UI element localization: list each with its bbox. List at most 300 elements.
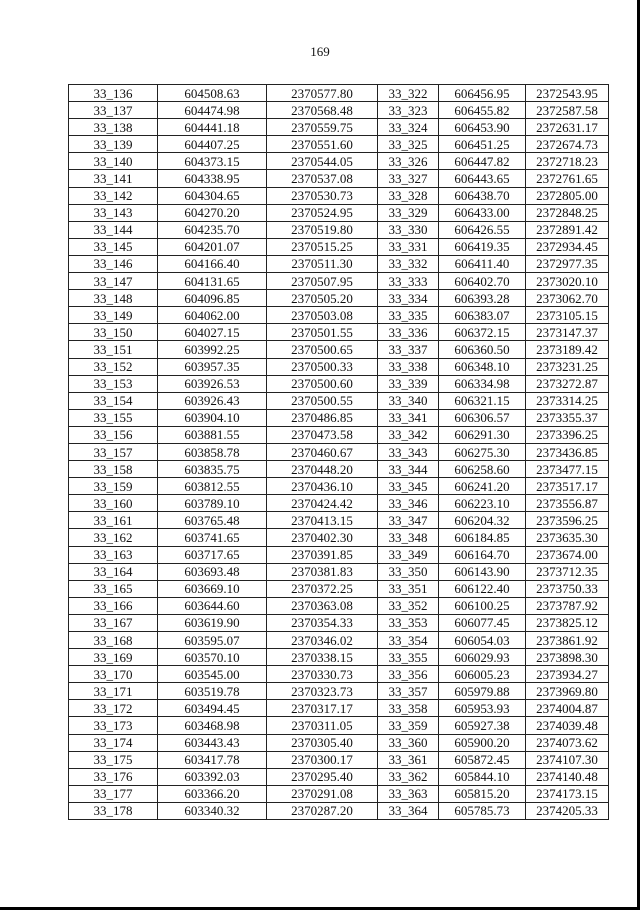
y-coordinate-left-cell: 2370515.25 xyxy=(267,238,378,255)
x-coordinate-left-cell: 603366.20 xyxy=(158,785,267,802)
point-id-right-cell: 33_344 xyxy=(378,461,439,478)
y-coordinate-left-cell: 2370448.20 xyxy=(267,461,378,478)
x-coordinate-right-cell: 606411.40 xyxy=(439,255,526,272)
point-id-right-cell: 33_323 xyxy=(378,102,439,119)
x-coordinate-left-cell: 603644.60 xyxy=(158,597,267,614)
table-row xyxy=(69,392,609,409)
point-id-right-cell: 33_333 xyxy=(378,273,439,290)
table-row xyxy=(69,683,609,700)
y-coordinate-left-cell: 2370330.73 xyxy=(267,666,378,683)
x-coordinate-left-cell: 603992.25 xyxy=(158,341,267,358)
table-row xyxy=(69,666,609,683)
y-coordinate-left-cell: 2370317.17 xyxy=(267,700,378,717)
x-coordinate-left-cell: 603835.75 xyxy=(158,461,267,478)
table-row xyxy=(69,187,609,204)
table-row xyxy=(69,717,609,734)
x-coordinate-right-cell: 606419.35 xyxy=(439,238,526,255)
y-coordinate-right-cell: 2373272.87 xyxy=(526,375,609,392)
y-coordinate-right-cell: 2373712.35 xyxy=(526,563,609,580)
x-coordinate-left-cell: 603717.65 xyxy=(158,546,267,563)
x-coordinate-left-cell: 603765.48 xyxy=(158,512,267,529)
y-coordinate-right-cell: 2374205.33 xyxy=(526,802,609,819)
y-coordinate-left-cell: 2370544.05 xyxy=(267,153,378,170)
x-coordinate-left-cell: 603595.07 xyxy=(158,632,267,649)
y-coordinate-right-cell: 2372977.35 xyxy=(526,255,609,272)
table-row xyxy=(69,153,609,170)
table-row xyxy=(69,802,609,819)
x-coordinate-right-cell: 606223.10 xyxy=(439,495,526,512)
x-coordinate-right-cell: 605872.45 xyxy=(439,751,526,768)
y-coordinate-right-cell: 2373355.37 xyxy=(526,409,609,426)
y-coordinate-left-cell: 2370300.17 xyxy=(267,751,378,768)
y-coordinate-right-cell: 2372848.25 xyxy=(526,204,609,221)
x-coordinate-left-cell: 603570.10 xyxy=(158,649,267,666)
y-coordinate-right-cell: 2373189.42 xyxy=(526,341,609,358)
table-row xyxy=(69,512,609,529)
point-id-left-cell: 33_150 xyxy=(69,324,158,341)
point-id-left-cell: 33_141 xyxy=(69,170,158,187)
y-coordinate-left-cell: 2370568.48 xyxy=(267,102,378,119)
table-row xyxy=(69,495,609,512)
point-id-left-cell: 33_162 xyxy=(69,529,158,546)
y-coordinate-left-cell: 2370402.30 xyxy=(267,529,378,546)
point-id-left-cell: 33_145 xyxy=(69,238,158,255)
point-id-right-cell: 33_326 xyxy=(378,153,439,170)
y-coordinate-left-cell: 2370295.40 xyxy=(267,768,378,785)
table-row xyxy=(69,563,609,580)
point-id-left-cell: 33_155 xyxy=(69,409,158,426)
y-coordinate-left-cell: 2370436.10 xyxy=(267,478,378,495)
point-id-left-cell: 33_139 xyxy=(69,136,158,153)
x-coordinate-left-cell: 603443.43 xyxy=(158,734,267,751)
point-id-left-cell: 33_138 xyxy=(69,119,158,136)
table-row xyxy=(69,238,609,255)
table-row xyxy=(69,426,609,443)
y-coordinate-left-cell: 2370551.60 xyxy=(267,136,378,153)
y-coordinate-right-cell: 2373787.92 xyxy=(526,597,609,614)
y-coordinate-right-cell: 2372761.65 xyxy=(526,170,609,187)
table-row xyxy=(69,273,609,290)
point-id-left-cell: 33_171 xyxy=(69,683,158,700)
x-coordinate-left-cell: 603619.90 xyxy=(158,614,267,631)
x-coordinate-left-cell: 604062.00 xyxy=(158,307,267,324)
x-coordinate-right-cell: 606360.50 xyxy=(439,341,526,358)
y-coordinate-left-cell: 2370500.60 xyxy=(267,375,378,392)
point-id-right-cell: 33_336 xyxy=(378,324,439,341)
table-row xyxy=(69,375,609,392)
y-coordinate-left-cell: 2370363.08 xyxy=(267,597,378,614)
y-coordinate-right-cell: 2373934.27 xyxy=(526,666,609,683)
point-id-right-cell: 33_322 xyxy=(378,85,439,102)
x-coordinate-right-cell: 606054.03 xyxy=(439,632,526,649)
x-coordinate-left-cell: 603519.78 xyxy=(158,683,267,700)
table-row xyxy=(69,580,609,597)
point-id-left-cell: 33_176 xyxy=(69,768,158,785)
y-coordinate-right-cell: 2373314.25 xyxy=(526,392,609,409)
x-coordinate-left-cell: 604304.65 xyxy=(158,187,267,204)
x-coordinate-left-cell: 603468.98 xyxy=(158,717,267,734)
point-id-left-cell: 33_165 xyxy=(69,580,158,597)
y-coordinate-right-cell: 2372674.73 xyxy=(526,136,609,153)
point-id-right-cell: 33_347 xyxy=(378,512,439,529)
table-row xyxy=(69,768,609,785)
y-coordinate-right-cell: 2372891.42 xyxy=(526,221,609,238)
table-row xyxy=(69,255,609,272)
table-row xyxy=(69,649,609,666)
x-coordinate-right-cell: 606433.00 xyxy=(439,204,526,221)
point-id-left-cell: 33_159 xyxy=(69,478,158,495)
y-coordinate-left-cell: 2370519.80 xyxy=(267,221,378,238)
y-coordinate-left-cell: 2370524.95 xyxy=(267,204,378,221)
table-row xyxy=(69,734,609,751)
point-id-right-cell: 33_359 xyxy=(378,717,439,734)
point-id-right-cell: 33_352 xyxy=(378,597,439,614)
point-id-right-cell: 33_327 xyxy=(378,170,439,187)
point-id-right-cell: 33_340 xyxy=(378,392,439,409)
x-coordinate-right-cell: 606005.23 xyxy=(439,666,526,683)
y-coordinate-right-cell: 2373477.15 xyxy=(526,461,609,478)
y-coordinate-left-cell: 2370530.73 xyxy=(267,187,378,204)
y-coordinate-right-cell: 2372587.58 xyxy=(526,102,609,119)
point-id-left-cell: 33_160 xyxy=(69,495,158,512)
point-id-left-cell: 33_157 xyxy=(69,443,158,460)
point-id-left-cell: 33_156 xyxy=(69,426,158,443)
point-id-left-cell: 33_175 xyxy=(69,751,158,768)
table-row xyxy=(69,307,609,324)
point-id-right-cell: 33_353 xyxy=(378,614,439,631)
x-coordinate-right-cell: 606077.45 xyxy=(439,614,526,631)
point-id-right-cell: 33_329 xyxy=(378,204,439,221)
y-coordinate-right-cell: 2372718.23 xyxy=(526,153,609,170)
point-id-left-cell: 33_137 xyxy=(69,102,158,119)
y-coordinate-left-cell: 2370413.15 xyxy=(267,512,378,529)
y-coordinate-right-cell: 2373861.92 xyxy=(526,632,609,649)
y-coordinate-right-cell: 2373396.25 xyxy=(526,426,609,443)
x-coordinate-right-cell: 606451.25 xyxy=(439,136,526,153)
point-id-right-cell: 33_325 xyxy=(378,136,439,153)
y-coordinate-left-cell: 2370559.75 xyxy=(267,119,378,136)
y-coordinate-left-cell: 2370291.08 xyxy=(267,785,378,802)
y-coordinate-left-cell: 2370381.83 xyxy=(267,563,378,580)
x-coordinate-left-cell: 604338.95 xyxy=(158,170,267,187)
x-coordinate-right-cell: 606241.20 xyxy=(439,478,526,495)
point-id-left-cell: 33_172 xyxy=(69,700,158,717)
point-id-right-cell: 33_345 xyxy=(378,478,439,495)
table-row xyxy=(69,358,609,375)
y-coordinate-left-cell: 2370511.30 xyxy=(267,255,378,272)
x-coordinate-right-cell: 605979.88 xyxy=(439,683,526,700)
table-row xyxy=(69,461,609,478)
x-coordinate-right-cell: 605953.93 xyxy=(439,700,526,717)
y-coordinate-left-cell: 2370311.05 xyxy=(267,717,378,734)
x-coordinate-right-cell: 606100.25 xyxy=(439,597,526,614)
y-coordinate-left-cell: 2370424.42 xyxy=(267,495,378,512)
table-row xyxy=(69,170,609,187)
table-row xyxy=(69,221,609,238)
x-coordinate-right-cell: 606426.55 xyxy=(439,221,526,238)
table-row xyxy=(69,478,609,495)
point-id-left-cell: 33_140 xyxy=(69,153,158,170)
point-id-left-cell: 33_154 xyxy=(69,392,158,409)
y-coordinate-left-cell: 2370500.33 xyxy=(267,358,378,375)
y-coordinate-right-cell: 2373898.30 xyxy=(526,649,609,666)
point-id-left-cell: 33_142 xyxy=(69,187,158,204)
y-coordinate-left-cell: 2370486.85 xyxy=(267,409,378,426)
point-id-left-cell: 33_174 xyxy=(69,734,158,751)
x-coordinate-right-cell: 605844.10 xyxy=(439,768,526,785)
y-coordinate-right-cell: 2374004.87 xyxy=(526,700,609,717)
point-id-right-cell: 33_351 xyxy=(378,580,439,597)
point-id-right-cell: 33_346 xyxy=(378,495,439,512)
point-id-left-cell: 33_163 xyxy=(69,546,158,563)
x-coordinate-right-cell: 606029.93 xyxy=(439,649,526,666)
page-number: 169 xyxy=(310,44,330,59)
point-id-right-cell: 33_341 xyxy=(378,409,439,426)
y-coordinate-right-cell: 2374173.15 xyxy=(526,785,609,802)
y-coordinate-left-cell: 2370323.73 xyxy=(267,683,378,700)
x-coordinate-left-cell: 603789.10 xyxy=(158,495,267,512)
point-id-right-cell: 33_343 xyxy=(378,443,439,460)
table-row xyxy=(69,290,609,307)
x-coordinate-right-cell: 605927.38 xyxy=(439,717,526,734)
x-coordinate-right-cell: 606393.28 xyxy=(439,290,526,307)
y-coordinate-right-cell: 2372631.17 xyxy=(526,119,609,136)
y-coordinate-left-cell: 2370391.85 xyxy=(267,546,378,563)
table-row xyxy=(69,102,609,119)
x-coordinate-left-cell: 603741.65 xyxy=(158,529,267,546)
x-coordinate-left-cell: 604373.15 xyxy=(158,153,267,170)
point-id-left-cell: 33_148 xyxy=(69,290,158,307)
y-coordinate-left-cell: 2370372.25 xyxy=(267,580,378,597)
x-coordinate-right-cell: 605900.20 xyxy=(439,734,526,751)
y-coordinate-right-cell: 2372805.00 xyxy=(526,187,609,204)
coordinates-table xyxy=(68,84,609,820)
x-coordinate-left-cell: 603926.53 xyxy=(158,375,267,392)
x-coordinate-right-cell: 606306.57 xyxy=(439,409,526,426)
point-id-left-cell: 33_153 xyxy=(69,375,158,392)
point-id-right-cell: 33_328 xyxy=(378,187,439,204)
x-coordinate-right-cell: 606258.60 xyxy=(439,461,526,478)
point-id-right-cell: 33_356 xyxy=(378,666,439,683)
y-coordinate-right-cell: 2373674.00 xyxy=(526,546,609,563)
x-coordinate-left-cell: 604474.98 xyxy=(158,102,267,119)
x-coordinate-right-cell: 606443.65 xyxy=(439,170,526,187)
x-coordinate-left-cell: 604027.15 xyxy=(158,324,267,341)
x-coordinate-left-cell: 603881.55 xyxy=(158,426,267,443)
y-coordinate-left-cell: 2370500.65 xyxy=(267,341,378,358)
y-coordinate-right-cell: 2374140.48 xyxy=(526,768,609,785)
table-row xyxy=(69,614,609,631)
x-coordinate-right-cell: 606438.70 xyxy=(439,187,526,204)
point-id-right-cell: 33_335 xyxy=(378,307,439,324)
table-row xyxy=(69,341,609,358)
x-coordinate-right-cell: 606348.10 xyxy=(439,358,526,375)
point-id-right-cell: 33_363 xyxy=(378,785,439,802)
point-id-left-cell: 33_169 xyxy=(69,649,158,666)
y-coordinate-right-cell: 2373556.87 xyxy=(526,495,609,512)
point-id-left-cell: 33_152 xyxy=(69,358,158,375)
x-coordinate-left-cell: 603858.78 xyxy=(158,443,267,460)
point-id-left-cell: 33_164 xyxy=(69,563,158,580)
x-coordinate-right-cell: 606321.15 xyxy=(439,392,526,409)
x-coordinate-left-cell: 603957.35 xyxy=(158,358,267,375)
point-id-right-cell: 33_348 xyxy=(378,529,439,546)
point-id-right-cell: 33_361 xyxy=(378,751,439,768)
point-id-right-cell: 33_337 xyxy=(378,341,439,358)
table-row xyxy=(69,785,609,802)
y-coordinate-right-cell: 2373105.15 xyxy=(526,307,609,324)
x-coordinate-left-cell: 604270.20 xyxy=(158,204,267,221)
table-row xyxy=(69,529,609,546)
y-coordinate-right-cell: 2373020.10 xyxy=(526,273,609,290)
point-id-right-cell: 33_357 xyxy=(378,683,439,700)
point-id-right-cell: 33_324 xyxy=(378,119,439,136)
point-id-left-cell: 33_136 xyxy=(69,85,158,102)
y-coordinate-right-cell: 2373635.30 xyxy=(526,529,609,546)
x-coordinate-right-cell: 606455.82 xyxy=(439,102,526,119)
table-row xyxy=(69,700,609,717)
y-coordinate-left-cell: 2370577.80 xyxy=(267,85,378,102)
y-coordinate-right-cell: 2374107.30 xyxy=(526,751,609,768)
x-coordinate-right-cell: 606334.98 xyxy=(439,375,526,392)
y-coordinate-left-cell: 2370305.40 xyxy=(267,734,378,751)
table-row xyxy=(69,443,609,460)
x-coordinate-left-cell: 603693.48 xyxy=(158,563,267,580)
table-row xyxy=(69,751,609,768)
y-coordinate-right-cell: 2372543.95 xyxy=(526,85,609,102)
table-row xyxy=(69,546,609,563)
x-coordinate-left-cell: 603669.10 xyxy=(158,580,267,597)
point-id-left-cell: 33_161 xyxy=(69,512,158,529)
point-id-left-cell: 33_167 xyxy=(69,614,158,631)
point-id-left-cell: 33_151 xyxy=(69,341,158,358)
x-coordinate-right-cell: 606456.95 xyxy=(439,85,526,102)
point-id-left-cell: 33_158 xyxy=(69,461,158,478)
coordinates-table-body xyxy=(69,85,609,820)
point-id-left-cell: 33_147 xyxy=(69,273,158,290)
point-id-left-cell: 33_144 xyxy=(69,221,158,238)
x-coordinate-left-cell: 603392.03 xyxy=(158,768,267,785)
table-row xyxy=(69,632,609,649)
point-id-left-cell: 33_146 xyxy=(69,255,158,272)
y-coordinate-left-cell: 2370501.55 xyxy=(267,324,378,341)
y-coordinate-right-cell: 2373825.12 xyxy=(526,614,609,631)
x-coordinate-right-cell: 605815.20 xyxy=(439,785,526,802)
point-id-right-cell: 33_334 xyxy=(378,290,439,307)
x-coordinate-right-cell: 606372.15 xyxy=(439,324,526,341)
y-coordinate-left-cell: 2370507.95 xyxy=(267,273,378,290)
point-id-right-cell: 33_362 xyxy=(378,768,439,785)
y-coordinate-left-cell: 2370500.55 xyxy=(267,392,378,409)
y-coordinate-right-cell: 2372934.45 xyxy=(526,238,609,255)
table-row xyxy=(69,204,609,221)
point-id-left-cell: 33_177 xyxy=(69,785,158,802)
x-coordinate-left-cell: 603904.10 xyxy=(158,409,267,426)
y-coordinate-right-cell: 2374073.62 xyxy=(526,734,609,751)
table-row xyxy=(69,119,609,136)
y-coordinate-left-cell: 2370346.02 xyxy=(267,632,378,649)
x-coordinate-left-cell: 604441.18 xyxy=(158,119,267,136)
x-coordinate-left-cell: 603812.55 xyxy=(158,478,267,495)
point-id-left-cell: 33_168 xyxy=(69,632,158,649)
y-coordinate-left-cell: 2370354.33 xyxy=(267,614,378,631)
x-coordinate-left-cell: 604407.25 xyxy=(158,136,267,153)
point-id-right-cell: 33_355 xyxy=(378,649,439,666)
x-coordinate-left-cell: 603417.78 xyxy=(158,751,267,768)
point-id-left-cell: 33_166 xyxy=(69,597,158,614)
y-coordinate-right-cell: 2373750.33 xyxy=(526,580,609,597)
y-coordinate-left-cell: 2370338.15 xyxy=(267,649,378,666)
y-coordinate-right-cell: 2373517.17 xyxy=(526,478,609,495)
table-row xyxy=(69,324,609,341)
table-row xyxy=(69,85,609,102)
y-coordinate-left-cell: 2370287.20 xyxy=(267,802,378,819)
y-coordinate-left-cell: 2370460.67 xyxy=(267,443,378,460)
point-id-left-cell: 33_170 xyxy=(69,666,158,683)
x-coordinate-right-cell: 606447.82 xyxy=(439,153,526,170)
point-id-right-cell: 33_360 xyxy=(378,734,439,751)
y-coordinate-right-cell: 2373062.70 xyxy=(526,290,609,307)
point-id-right-cell: 33_354 xyxy=(378,632,439,649)
point-id-right-cell: 33_330 xyxy=(378,221,439,238)
y-coordinate-left-cell: 2370473.58 xyxy=(267,426,378,443)
x-coordinate-right-cell: 606275.30 xyxy=(439,443,526,460)
point-id-right-cell: 33_350 xyxy=(378,563,439,580)
point-id-right-cell: 33_332 xyxy=(378,255,439,272)
y-coordinate-left-cell: 2370505.20 xyxy=(267,290,378,307)
x-coordinate-right-cell: 606291.30 xyxy=(439,426,526,443)
point-id-left-cell: 33_173 xyxy=(69,717,158,734)
x-coordinate-right-cell: 606402.70 xyxy=(439,273,526,290)
point-id-left-cell: 33_178 xyxy=(69,802,158,819)
point-id-right-cell: 33_338 xyxy=(378,358,439,375)
x-coordinate-left-cell: 603340.32 xyxy=(158,802,267,819)
x-coordinate-left-cell: 604131.65 xyxy=(158,273,267,290)
x-coordinate-right-cell: 606383.07 xyxy=(439,307,526,324)
point-id-left-cell: 33_149 xyxy=(69,307,158,324)
y-coordinate-right-cell: 2373596.25 xyxy=(526,512,609,529)
x-coordinate-right-cell: 606143.90 xyxy=(439,563,526,580)
table-row xyxy=(69,136,609,153)
x-coordinate-right-cell: 606164.70 xyxy=(439,546,526,563)
point-id-right-cell: 33_342 xyxy=(378,426,439,443)
x-coordinate-left-cell: 604508.63 xyxy=(158,85,267,102)
x-coordinate-left-cell: 603926.43 xyxy=(158,392,267,409)
y-coordinate-right-cell: 2373436.85 xyxy=(526,443,609,460)
y-coordinate-left-cell: 2370537.08 xyxy=(267,170,378,187)
table-row xyxy=(69,409,609,426)
x-coordinate-right-cell: 606184.85 xyxy=(439,529,526,546)
x-coordinate-right-cell: 606122.40 xyxy=(439,580,526,597)
x-coordinate-left-cell: 604235.70 xyxy=(158,221,267,238)
x-coordinate-right-cell: 606453.90 xyxy=(439,119,526,136)
x-coordinate-left-cell: 604201.07 xyxy=(158,238,267,255)
x-coordinate-left-cell: 604096.85 xyxy=(158,290,267,307)
point-id-right-cell: 33_339 xyxy=(378,375,439,392)
y-coordinate-right-cell: 2374039.48 xyxy=(526,717,609,734)
point-id-right-cell: 33_331 xyxy=(378,238,439,255)
y-coordinate-right-cell: 2373231.25 xyxy=(526,358,609,375)
point-id-right-cell: 33_358 xyxy=(378,700,439,717)
y-coordinate-right-cell: 2373969.80 xyxy=(526,683,609,700)
table-row xyxy=(69,597,609,614)
x-coordinate-right-cell: 606204.32 xyxy=(439,512,526,529)
x-coordinate-left-cell: 603545.00 xyxy=(158,666,267,683)
y-coordinate-left-cell: 2370503.08 xyxy=(267,307,378,324)
point-id-right-cell: 33_349 xyxy=(378,546,439,563)
y-coordinate-right-cell: 2373147.37 xyxy=(526,324,609,341)
x-coordinate-left-cell: 603494.45 xyxy=(158,700,267,717)
